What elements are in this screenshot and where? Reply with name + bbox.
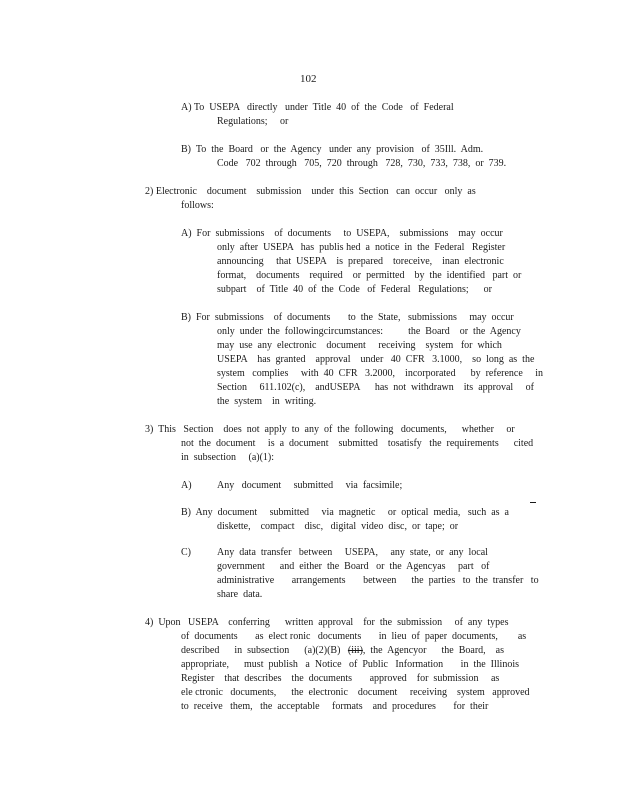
item-1b-line-1: B) To the Board or the Agency under any provision of 35Ill. Adm. [181,144,484,155]
section-3-line-3: in subsection (a)(1): [181,452,275,463]
item-1a-line-2: Regulations; or [217,116,289,127]
item-2b-line-7: the system in writing. [217,396,317,407]
section-3-line-2: not the document is a document submitted tosatisfy the requirements cited [181,438,534,449]
item-1b-line-2: Code 702 through 705, 720 through 728, 730, 733, 738, or 739. [217,158,507,169]
section-2-line-2: follows: [181,200,214,211]
section-4-line-4: appropriate, must publish a Notice of Public Information in the Illinois [181,659,520,670]
item-1a-line-1: A) To USEPA directly under Title 40 of the Code of Federal [181,102,454,113]
section-2-line-1: 2) Electronic document submission under this Section can occur only as [145,186,476,197]
item-2a-line-2: only after USEPA has publis hed a notice in the Federal Register [217,242,506,253]
section-4-line-7: to receive them, the acceptable formats and procedures for their [181,701,489,712]
section-4-line-3-pre: described in subsection (a)(2)(B) [181,645,348,656]
item-3c-line-4: share data. [217,589,263,600]
item-3c-line-2: government and either the Board or the Agencyas part of [217,561,490,572]
item-3a-line-1: Any document submitted via facsimile; [217,480,403,491]
section-4-line-3 [181,644,504,658]
item-3c-label: C) [181,547,191,558]
item-2b-line-6: Section 611.102(c), andUSEPA has not withdrawn its approval of [217,382,535,393]
item-3b-line-2: diskette, compact disc, digital video disc, or tape; or [217,521,459,532]
item-3c-line-1: Any data transfer between USEPA, any state, or any local [217,547,488,558]
section-4-line-6: ele ctronic documents, the electronic document receiving system approved [181,687,530,698]
section-4-line-2: of documents as elect ronic documents in lieu of paper documents, as [181,631,527,642]
item-2b-line-5: system complies with 40 CFR 3.2000, incorporated by reference in [217,368,544,379]
item-2b-line-1: B) For submissions of documents to the State, submissions may occur [181,312,514,323]
section-4-line-1: 4) Upon USEPA conferring written approval for the submission of any types [145,617,509,628]
item-2b-line-2: only under the followingcircumstances: the Board or the Agency [217,326,521,337]
stray-dash-mark [530,502,536,503]
item-2a-line-3: announcing that USEPA is prepared toreceive, inan electronic [217,256,504,267]
section-3-line-1: 3) This Section does not apply to any of the following documents, whether or [145,424,515,435]
section-4-line-3-post: , the Agencyor the Board, as [362,645,504,656]
item-3c-line-3: administrative arrangements between the parties to the transfer to [217,575,539,586]
item-2b-line-4: USEPA has granted approval under 40 CFR 3.1000, so long as the [217,354,535,365]
item-2a-line-4: format, documents required or permitted by the identified part or [217,270,522,281]
item-3a-label: A) [181,480,192,491]
struck-text: (iii) [347,645,363,656]
page-number: 102 [300,73,317,85]
item-2b-line-3: may use any electronic document receiving system for which [217,340,502,351]
section-4-line-5: Register that describes the documents approved for submission as [181,673,500,684]
item-3b-line-1: B) Any document submitted via magnetic or optical media, such as a [181,507,509,518]
item-2a-line-1: A) For submissions of documents to USEPA, submissions may occur [181,228,503,239]
item-2a-line-5: subpart of Title 40 of the Code of Federal Regulations; or [217,284,492,295]
